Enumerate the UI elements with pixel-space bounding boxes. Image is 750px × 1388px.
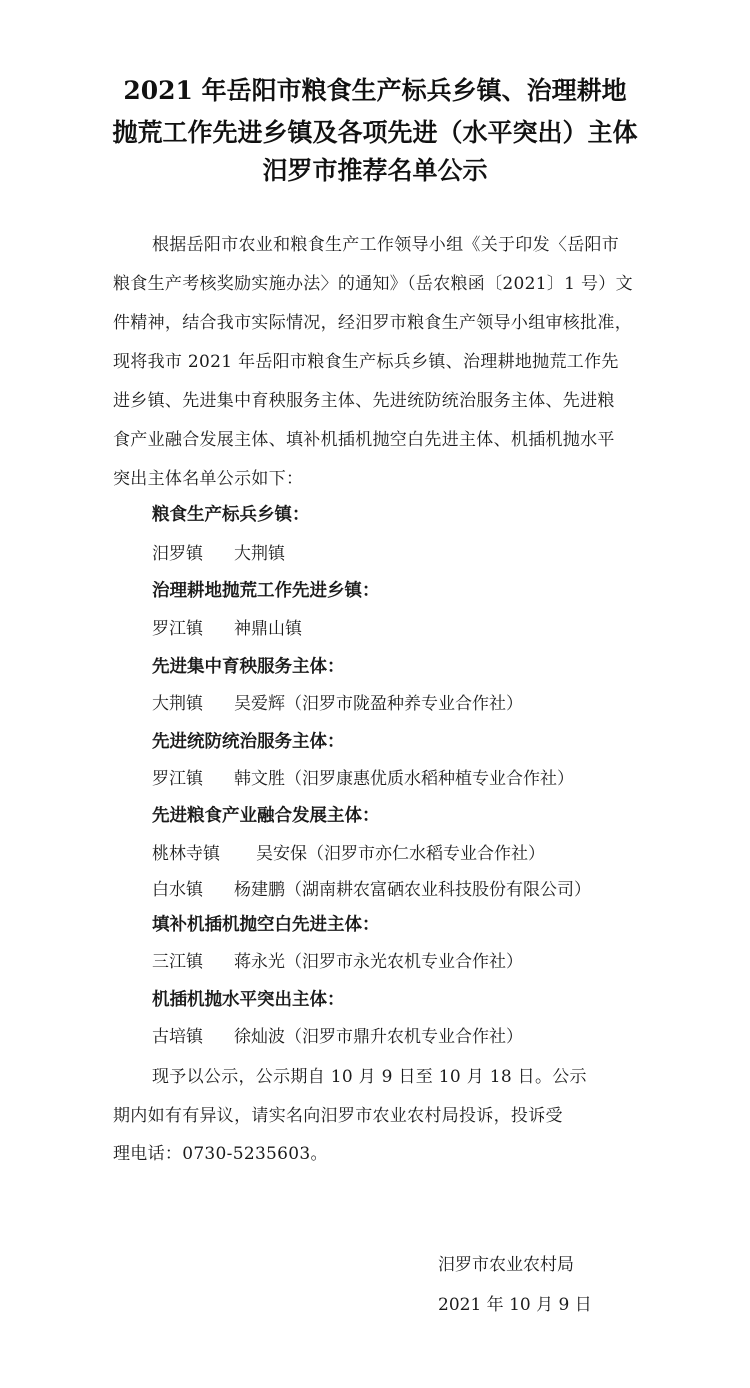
item-town: 汨罗镇 xyxy=(152,544,203,564)
intro-line-1: 根据岳阳市农业和粮食生产工作领导小组《关于印发〈岳阳市 xyxy=(152,235,620,255)
category-heading: 先进统防统治服务主体： xyxy=(152,732,345,752)
category-heading: 先进粮食产业融合发展主体： xyxy=(152,806,380,826)
list-item xyxy=(152,878,591,902)
title-line-1: 2021 年岳阳市粮食生产标兵乡镇、治理耕地 xyxy=(123,76,627,105)
item-town: 罗江镇 xyxy=(152,769,203,789)
category-heading: 粮食生产标兵乡镇： xyxy=(152,505,310,525)
intro-line-7: 突出主体名单公示如下： xyxy=(113,469,304,489)
item-entity: 吴爱辉（汨罗市陇盈种养专业合作社） xyxy=(234,694,523,714)
item-entity: 神鼎山镇 xyxy=(234,619,302,639)
intro-line-3: 件精神，结合我市实际情况，经汨罗市粮食生产领导小组审核批准， xyxy=(113,313,632,333)
item-entity: 韩文胜（汨罗康惠优质水稻种植专业合作社） xyxy=(234,769,574,789)
list-item xyxy=(152,542,285,566)
item-entity: 大荆镇 xyxy=(234,544,285,564)
item-town: 三江镇 xyxy=(152,952,203,972)
signature-org: 汨罗市农业农村局 xyxy=(438,1255,574,1275)
category-heading: 治理耕地抛荒工作先进乡镇： xyxy=(152,581,380,601)
category-heading: 先进集中育秧服务主体： xyxy=(152,657,345,677)
item-town: 白水镇 xyxy=(152,880,203,900)
list-item xyxy=(152,617,302,641)
title-line-3: 汨罗市推荐名单公示 xyxy=(262,156,488,185)
closing-line-1: 现予以公示，公示期自 10 月 9 日至 10 月 18 日。公示 xyxy=(152,1067,587,1087)
item-town: 古培镇 xyxy=(152,1027,203,1047)
title-line-2: 抛荒工作先进乡镇及各项先进（水平突出）主体 xyxy=(112,118,638,147)
item-entity: 杨建鹏（湖南耕农富硒农业科技股份有限公司） xyxy=(234,880,591,900)
signature-date: 2021 年 10 月 9 日 xyxy=(438,1295,592,1315)
list-item xyxy=(152,1025,523,1049)
item-town: 罗江镇 xyxy=(152,619,203,639)
intro-line-2: 粮食生产考核奖励实施办法〉的通知》（岳农粮函〔2021〕1 号）文 xyxy=(113,274,633,294)
list-item xyxy=(152,950,523,974)
intro-line-4: 现将我市 2021 年岳阳市粮食生产标兵乡镇、治理耕地抛荒工作先 xyxy=(113,352,619,372)
item-town: 大荆镇 xyxy=(152,694,203,714)
intro-line-6: 食产业融合发展主体、填补机插机抛空白先进主体、机插机抛水平 xyxy=(113,430,615,450)
closing-line-2: 期内如有有异议，请实名向汨罗市农业农村局投诉，投诉受 xyxy=(113,1106,563,1126)
item-town: 桃林寺镇 xyxy=(152,844,220,864)
category-heading: 机插机抛水平突出主体： xyxy=(152,990,345,1010)
category-heading: 填补机插机抛空白先进主体： xyxy=(152,915,380,935)
list-item xyxy=(152,842,545,866)
list-item xyxy=(152,767,574,791)
intro-line-5: 进乡镇、先进集中育秧服务主体、先进统防统治服务主体、先进粮 xyxy=(113,391,615,411)
list-item xyxy=(152,692,523,716)
item-entity: 徐灿波（汨罗市鼎升农机专业合作社） xyxy=(234,1027,523,1047)
item-entity: 吴安保（汨罗市亦仁水稻专业合作社） xyxy=(256,844,545,864)
item-entity: 蒋永光（汨罗市永光农机专业合作社） xyxy=(234,952,523,972)
closing-line-3: 理电话：0730-5235603。 xyxy=(113,1144,328,1164)
